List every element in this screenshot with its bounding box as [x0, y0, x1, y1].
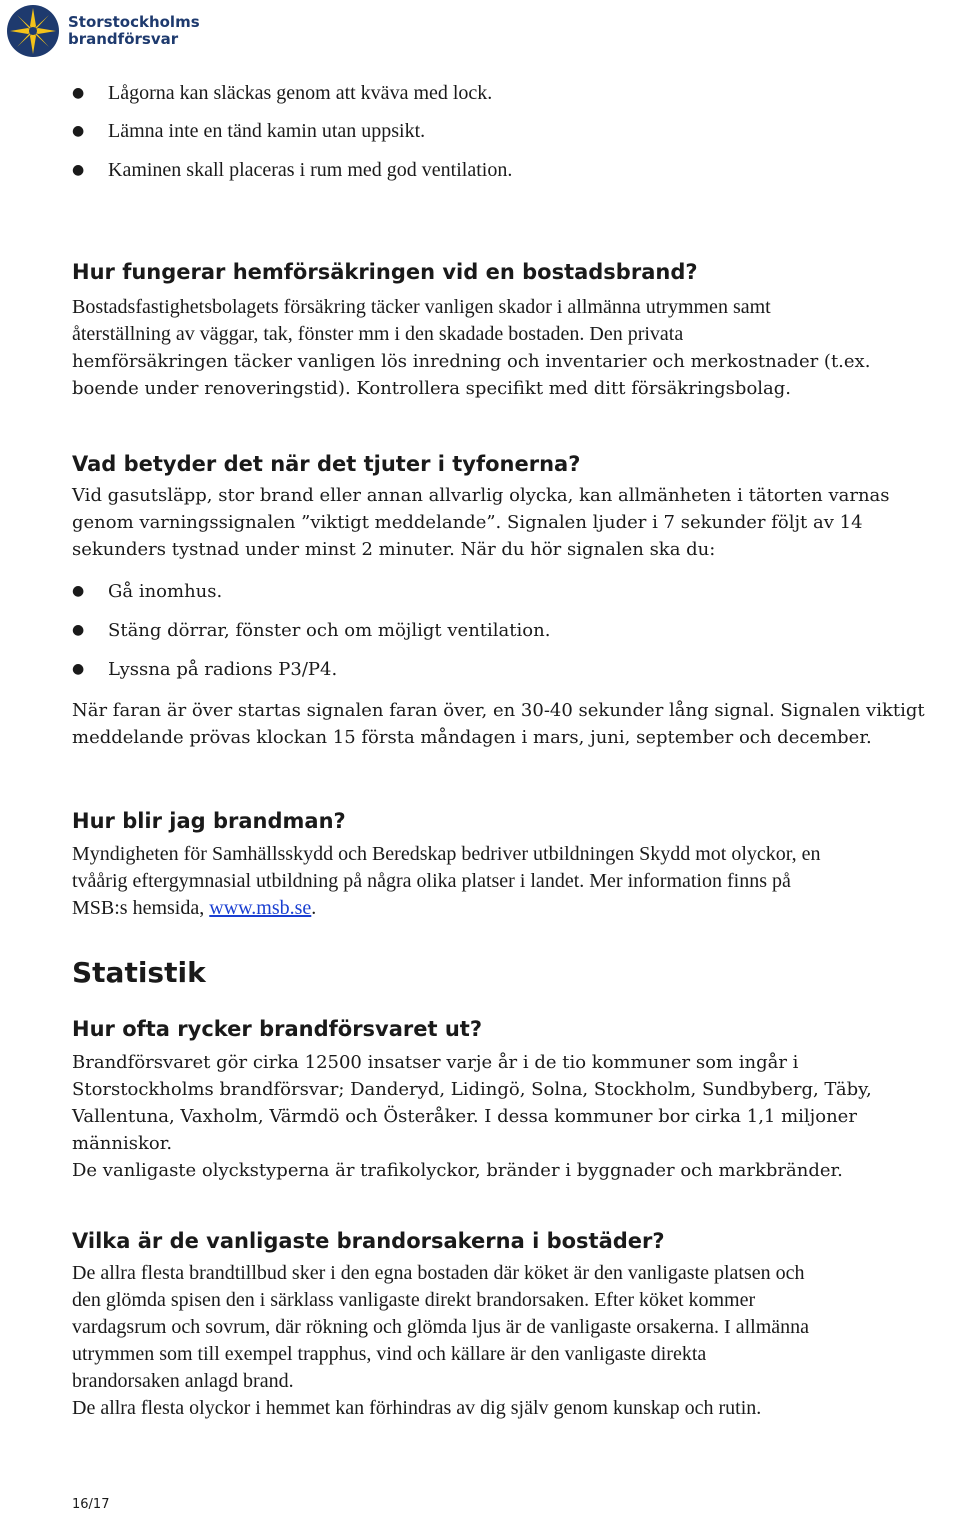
- paragraph-firefighter: Myndigheten för Samhällsskydd och Beredskap bedriver utbildningen Skydd mot olyckor, en tvåårig eftergymnasial utbildning på några olika platser i landet. Mer information finns på MSB:s hemsida, www.msb.se.: [72, 843, 821, 919]
- heading-insurance: Hur fungerar hemförsäkringen vid en bostadsbrand?: [72, 260, 698, 284]
- star-emblem-icon: [6, 4, 60, 58]
- paragraph-sirens: Vid gasutsläpp, stor brand eller annan allvarlig olycka, kan allmänheten i tätorten varnas genom varningssignalen ”viktigt meddelande”. Signalen ljuder i 7 sekunder följt av 14 sekunders tystnad under minst 2 minuter. När du hör signalen ska du:: [72, 485, 890, 560]
- heading-callouts: Hur ofta rycker brandförsvaret ut?: [72, 1017, 483, 1041]
- paragraph-causes: De allra flesta brandtillbud sker i den egna bostaden där köket är den vanligaste platsen och den glömda spisen den i särklass vanligaste direkt brandorsaken. Efter köket kommer vardagsrum och sovrum, där rökning och glömda ljus är de vanligaste orsakerna. I allmänna utrymmen som till exempel trapphus, vind och källare är den vanligaste direkta brandorsaken anlagd brand. De allra flesta olyckor i hemmet kan förhindras av dig själv genom kunskap och rutin.: [72, 1262, 810, 1419]
- heading-sirens: Vad betyder det när det tjuter i tyfonerna?: [72, 452, 581, 476]
- paragraph-insurance: Bostadsfastighetsbolagets försäkring täcker vanligen skador i allmänna utrymmen samt återställning av väggar, tak, fönster mm i den skadade bostaden. Den privata: [72, 296, 771, 345]
- bullet-icon: ●: [72, 85, 85, 101]
- brand-logo: [6, 4, 200, 58]
- heading-causes: Vilka är de vanligaste brandorsakerna i bostäder?: [72, 1229, 665, 1253]
- paragraph-statistics: Brandförsvaret gör cirka 12500 insatser varje år i de tio kommuner som ingår i Storstockholms brandförsvar; Danderyd, Lidingö, Solna, Stockholm, Sundbyberg, Täby, Vallentuna, Vaxholm, Värmdö och Österåker. I dessa kommuner bor cirka 1,1 miljoner människor. De vanligaste olyckstyperna är trafikolyckor, bränder i byggnader och markbränder.: [72, 1052, 872, 1181]
- bullet-icon: ●: [72, 661, 85, 677]
- logo-line-1: Storstockholms: [68, 13, 200, 31]
- paragraph-insurance-cont: hemförsäkringen täcker vanligen lös inredning och inventarier och merkostnader (t.ex. boende under renoveringstid). Kontrollera specifikt med ditt försäkringsbolag.: [72, 351, 871, 399]
- section-title-statistics: Statistik: [72, 956, 206, 989]
- bullet-icon: ●: [72, 123, 85, 139]
- bullet-icon: ●: [72, 622, 85, 638]
- heading-firefighter: Hur blir jag brandman?: [72, 809, 346, 833]
- document-page: Storstockholms brandförsvar ● Lågorna kan släckas genom att kväva med lock. ● Lämna inte en tänd kamin utan uppsikt. ● Kaminen skall placeras i rum med god ventilation. Hur fungerar hemförsäkringen vid en bostadsbrand? Bostadsfastighetsbolagets försäkring täcker vanligen skador i allmänna utrymmen samt återställning av väggar, tak, fönster mm i den skadade bostaden. Den privata hemförsäkringen täcker vanligen lös inredning och inventarier och merkostnader (t.ex. boende under renoveringstid). Kontrollera specifikt med ditt försäkringsbolag. Vad betyder det när det tjuter i tyfonerna? Vid gasutsläpp, stor brand eller annan allvarlig olycka, kan allmänheten i tätorten varnas genom varningssignalen ”viktigt meddelande”. Signalen ljuder i 7 sekunder följt av 14 sekunders tystnad under minst 2 minuter. När du hör signalen ska du: ● Gå inomhus. ● Stäng dörrar, fönster och om möjligt ventilation. ● Lyssna på radions P3/P4. När faran är över startas signalen faran över, en 30-40 sekunder lång signal. Signalen viktigt meddelande prövas klockan 15 första måndagen i mars, juni, september och december. Hur blir jag brandman? Myndigheten för Samhällsskydd och Beredskap bedriver utbildningen Skydd mot olyckor, en tvåårig eftergymnasial utbildning på några olika platser i landet. Mer information finns på MSB:s hemsida, www.msb.se. Statistik Hur ofta rycker brandförsvaret ut? Brandförsvaret gör cirka 12500 insatser varje år i de tio kommuner som ingår i Storstockholms brandförsvar; Danderyd, Lidingö, Solna, Stockholm, Sundbyberg, Täby, Vallentuna, Vaxholm, Värmdö och Österåker. I dessa kommuner bor cirka 1,1 miljoner människor. De vanligaste olyckstyperna är trafikolyckor, bränder i byggnader och markbränder. Vilka är de vanligaste brandorsakerna i bostäder? De allra flesta brandtillbud sker i den egna bostaden där köket är den vanligaste platsen och den glömda spisen den i särklass vanligaste direkt brandorsaken. Efter köket kommer vardagsrum och sovrum, där rökning och glömda ljus är de vanligaste orsakerna. I allmänna utrymmen som till exempel trapphus, vind och källare är den vanligaste direkta brandorsaken anlagd brand. De allra flesta olyckor i hemmet kan förhindras av dig själv genom kunskap och rutin. 16/17: [0, 0, 960, 1515]
- paragraph-sirens-after: När faran är över startas signalen faran över, en 30-40 sekunder lång signal. Signalen viktigt meddelande prövas klockan 15 första måndagen i mars, juni, september och december.: [72, 700, 925, 748]
- msb-website-link[interactable]: www.msb.se: [209, 897, 312, 919]
- bullet-icon: ●: [72, 162, 85, 178]
- logo-line-2: brandförsvar: [68, 30, 179, 48]
- page-number: 16/17: [72, 1497, 110, 1512]
- bullet-icon: ●: [72, 583, 85, 599]
